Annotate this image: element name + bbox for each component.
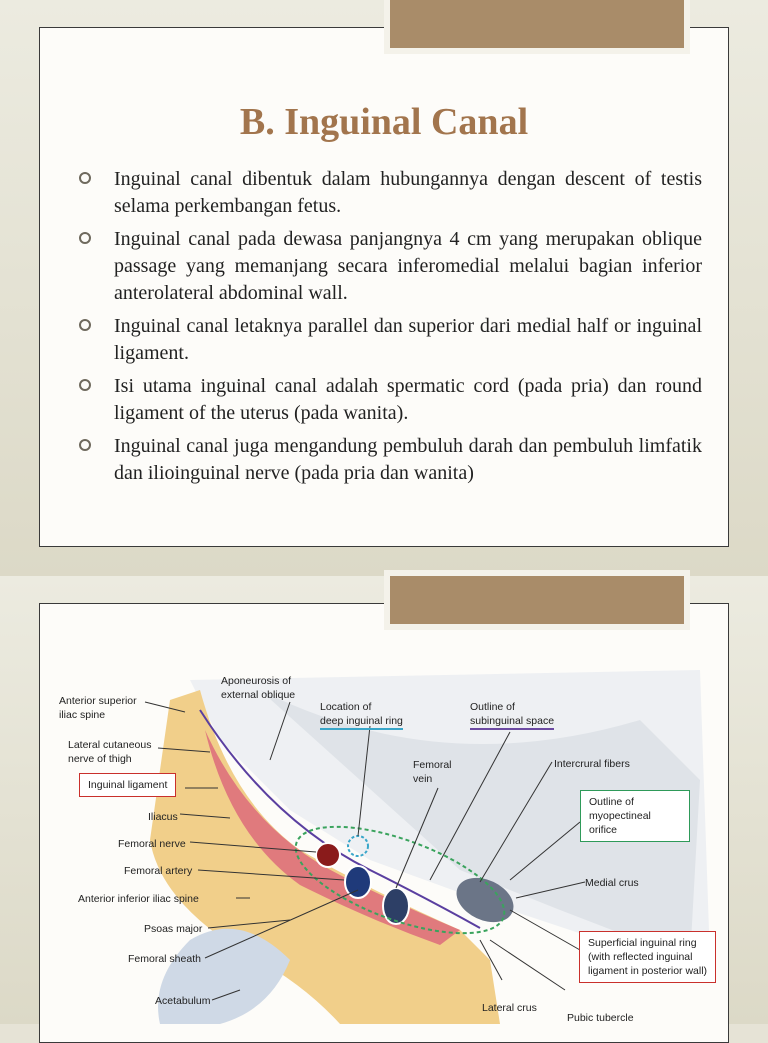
slide-2-tab (384, 570, 690, 630)
bullet-circle-icon (79, 439, 91, 451)
myopectineal-text: Outline of myopectineal orifice (589, 796, 651, 836)
label-medial-crus: Medial crus (585, 877, 639, 889)
label-subinguinal-space: Outline of subinguinal space (470, 700, 554, 730)
list-item (74, 373, 702, 427)
label-pubic-tubercle: Pubic tubercle (567, 1012, 634, 1024)
label-lateral-cutaneous-nerve: Lateral cutaneous nerve of thigh (68, 739, 152, 765)
label-aponeurosis: Aponeurosis of external oblique (221, 675, 296, 701)
bullet-text: Inguinal canal dibentuk dalam hubungannya dengan descent of testis selama perkembangan fetus. (114, 168, 702, 217)
label-lateral-crus: Lateral crus (482, 1002, 537, 1014)
label-femoral-sheath: Femoral sheath (128, 953, 201, 965)
label-aiis: Anterior inferior iliac spine (78, 893, 199, 905)
label-iliacus: Iliacus (148, 811, 178, 823)
label-inguinal-ligament: Inguinal ligament (79, 773, 176, 797)
list-item (74, 313, 702, 367)
bullet-text: Inguinal canal letaknya parallel dan superior dari medial half or inguinal ligament. (114, 315, 702, 364)
label-psoas-major: Psoas major (144, 923, 203, 935)
label-femoral-nerve: Femoral nerve (118, 838, 186, 850)
bullet-circle-icon (79, 232, 91, 244)
slide-title: B. Inguinal Canal (239, 101, 529, 143)
list-item (74, 226, 702, 307)
label-superficial-inguinal-ring: Superficial inguinal ring (with reflected inguinal ligament in posterior wall) (579, 931, 716, 983)
list-item (74, 433, 702, 487)
label-myopectineal-orifice (580, 790, 690, 842)
bullet-text: Inguinal canal pada dewasa panjangnya 4 cm yang merupakan oblique passage yang memanjang secara inferomedial melalui bagian inferior anterolateral abdominal wall. (114, 228, 702, 304)
label-femoral-vein: Femoral vein (413, 759, 452, 785)
label-intercrural-fibers: Intercrural fibers (554, 758, 630, 770)
bullet-circle-icon (79, 319, 91, 331)
list-item (74, 166, 702, 220)
label-femoral-artery: Femoral artery (124, 865, 193, 877)
bullet-text: Inguinal canal juga mengandung pembuluh darah dan pembuluh limfatik dan ilioinguinal nerve (pada pria dan wanita) (114, 435, 702, 484)
bullet-circle-icon (79, 172, 91, 184)
bullet-text: Isi utama inguinal canal adalah spermatic cord (pada pria) dan round ligament of the uterus (pada wanita). (114, 375, 702, 424)
bullet-list (74, 166, 702, 493)
label-acetabulum: Acetabulum (155, 995, 211, 1007)
label-asis: Anterior superior iliac spine (59, 695, 137, 721)
label-deep-ring: Location of deep inguinal ring (320, 700, 403, 730)
bullet-circle-icon (79, 379, 91, 391)
slide-1-tab-front (384, 0, 690, 54)
